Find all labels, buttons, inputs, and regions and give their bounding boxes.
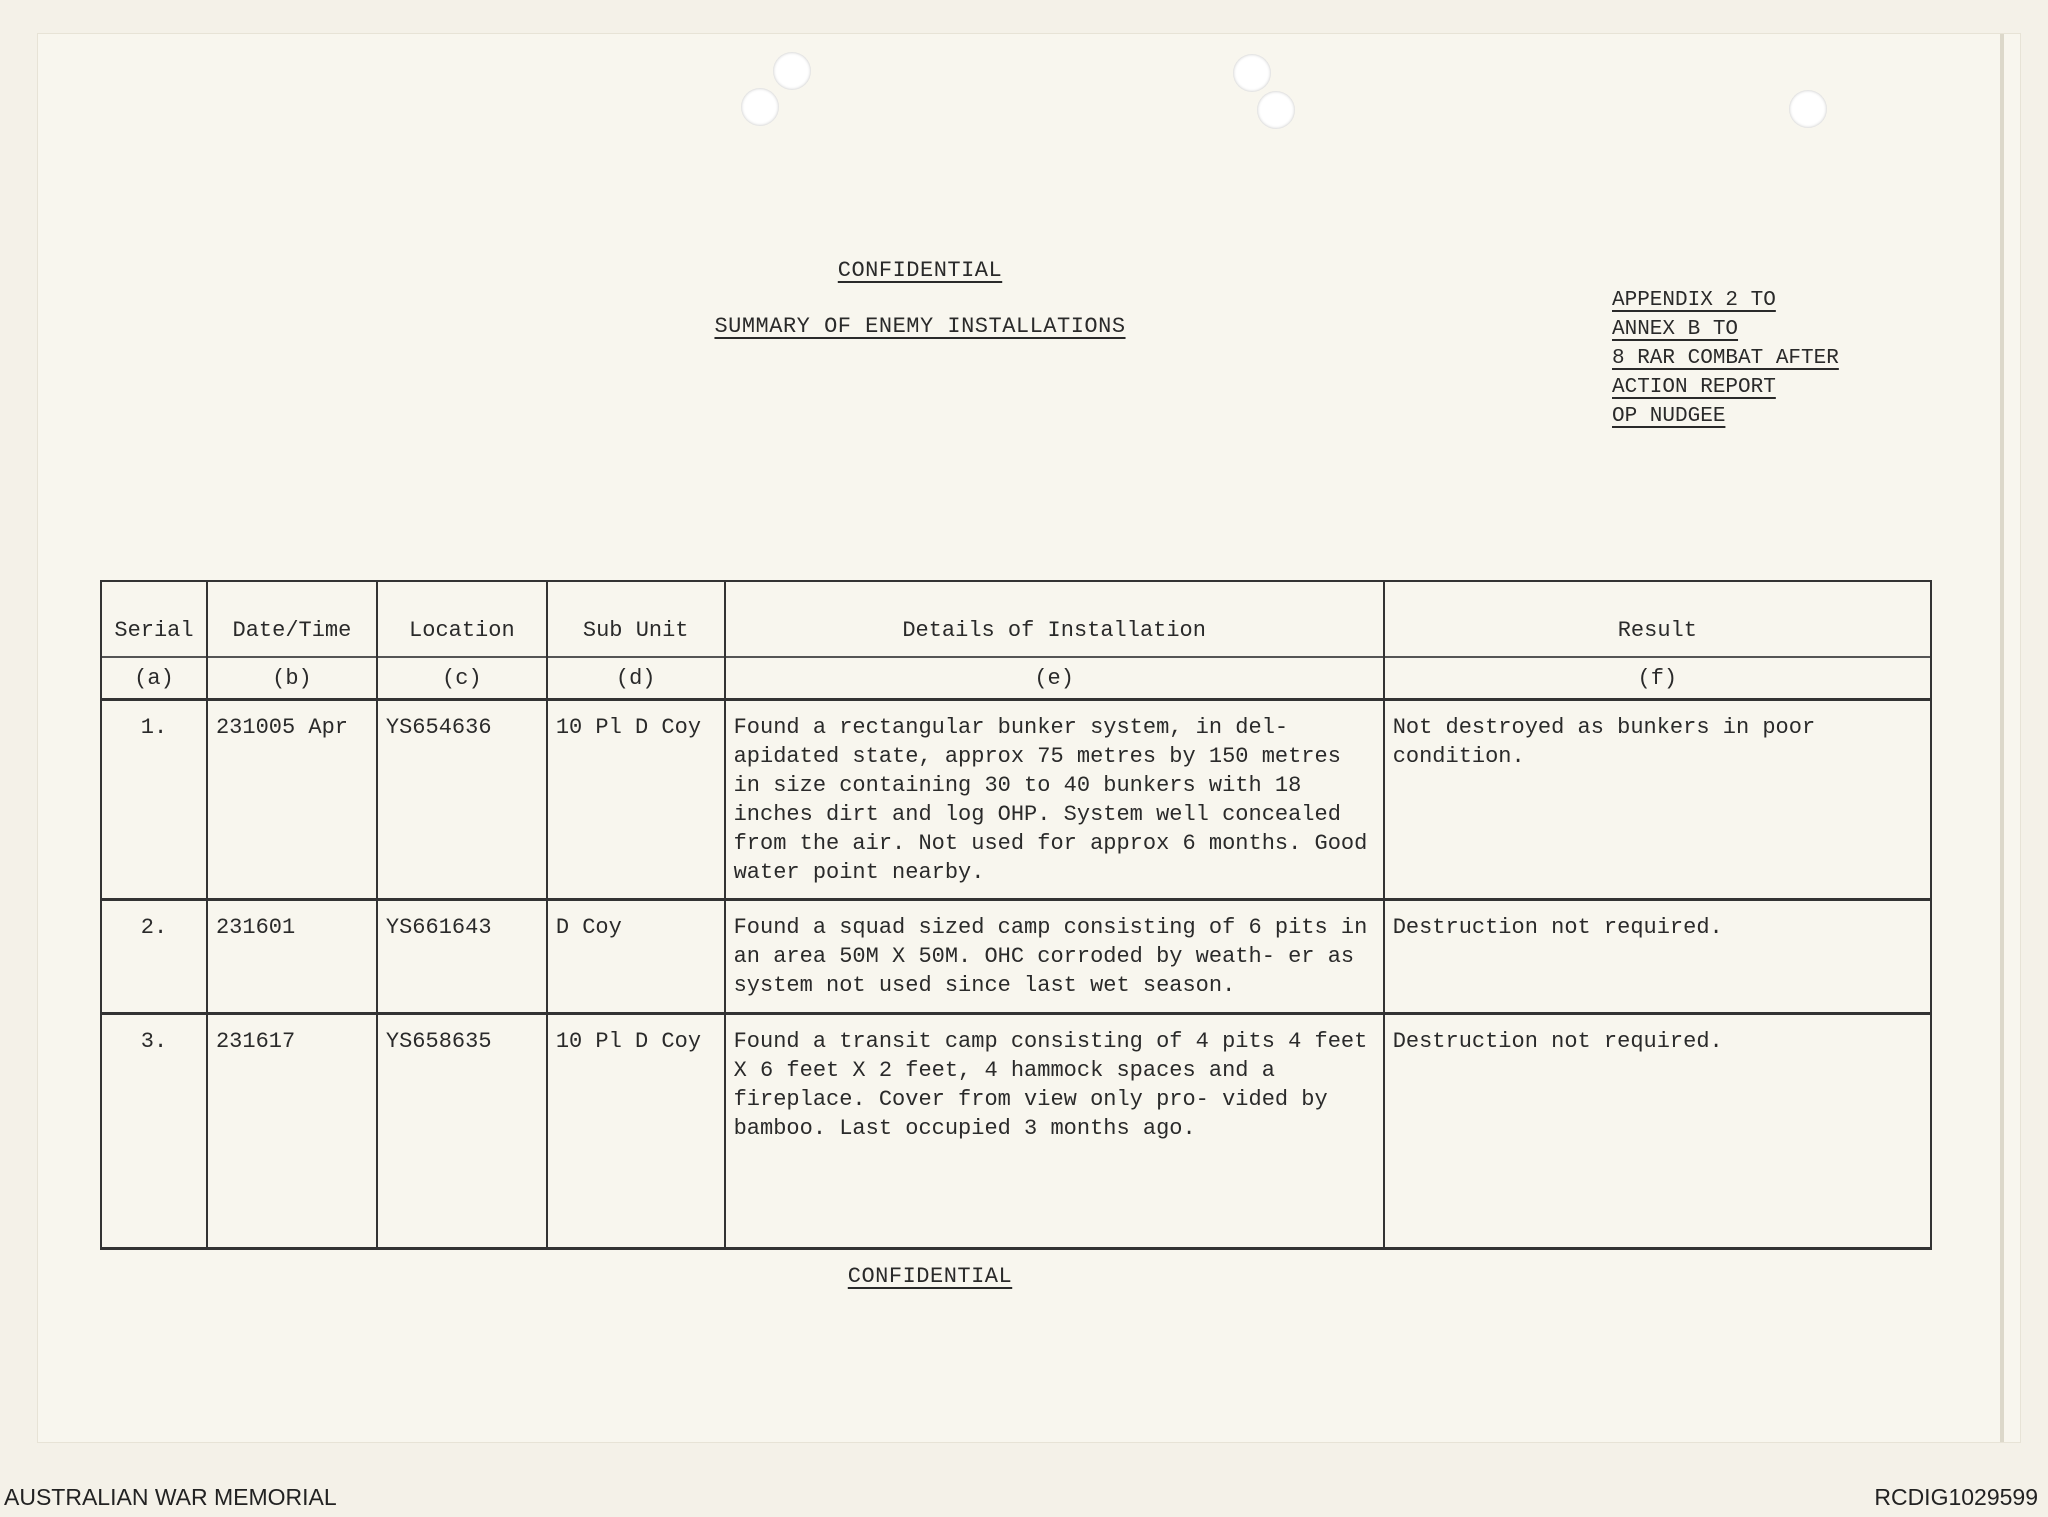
table-row [101, 900, 1931, 1014]
cell-details: Found a squad sized camp consisting of 6 pits in an area 50M X 50M. OHC corroded by weath- er as system not used since last wet season. [725, 900, 1384, 1014]
cell-datetime: 231601 [207, 900, 377, 1014]
classification-bottom: CONFIDENTIAL [847, 1264, 1013, 1289]
punch-hole-icon [1233, 54, 1271, 92]
cell-datetime: 231005 Apr [207, 700, 377, 900]
appendix-line: 8 RAR COMBAT AFTER [1612, 347, 1839, 370]
classification-top: CONFIDENTIAL [837, 258, 1003, 283]
appendix-line: ACTION REPORT [1612, 376, 1776, 399]
table-row [101, 1014, 1931, 1249]
archive-name: AUSTRALIAN WAR MEMORIAL [4, 1484, 337, 1510]
cell-details: Found a transit camp consisting of 4 pits 4 feet X 6 feet X 2 feet, 4 hammock spaces and a fireplace. Cover from view only pro- vided by bamboo. Last occupied 3 months ago. [725, 1014, 1384, 1249]
cell-location: YS658635 [377, 1014, 547, 1249]
punch-hole-icon [773, 52, 811, 90]
table-row [101, 700, 1931, 900]
cell-subunit: 10 Pl D Coy [547, 1014, 725, 1249]
sheet-edge [2000, 34, 2004, 1442]
cell-subunit: D Coy [547, 900, 725, 1014]
table-header-row [101, 581, 1931, 657]
cell-serial: 3. [101, 1014, 207, 1249]
punch-hole-icon [1257, 91, 1295, 129]
cell-location: YS654636 [377, 700, 547, 900]
archive-reference: RCDIG1029599 [1874, 1484, 2038, 1510]
appendix-reference [1612, 286, 1839, 431]
cell-details: Found a rectangular bunker system, in del- apidated state, approx 75 metres by 150 metres in size containing 30 to 40 bunkers with 18 inches dirt and log OHP. System well concealed from the air. Not used for approx 6 months. Good water point nearby. [725, 700, 1384, 900]
cell-subunit: 10 Pl D Coy [547, 700, 725, 900]
column-code: (f) [1384, 657, 1931, 700]
appendix-line: ANNEX B TO [1612, 318, 1739, 341]
cell-result: Destruction not required. [1384, 900, 1931, 1014]
appendix-line: OP NUDGEE [1612, 405, 1726, 428]
page-title: SUMMARY OF ENEMY INSTALLATIONS [714, 314, 1126, 339]
column-code: (c) [377, 657, 547, 700]
cell-location: YS661643 [377, 900, 547, 1014]
cell-serial: 1. [101, 700, 207, 900]
cell-serial: 2. [101, 900, 207, 1014]
column-header-location: Location [377, 581, 547, 657]
installations-table [100, 580, 1932, 1250]
cell-datetime: 231617 [207, 1014, 377, 1249]
column-code: (e) [725, 657, 1384, 700]
column-header-result: Result [1384, 581, 1931, 657]
cell-result: Not destroyed as bunkers in poor condition. [1384, 700, 1931, 900]
punch-hole-icon [741, 88, 779, 126]
appendix-line: APPENDIX 2 TO [1612, 289, 1776, 312]
column-header-serial: Serial [101, 581, 207, 657]
column-header-datetime: Date/Time [207, 581, 377, 657]
table-code-row [101, 657, 1931, 700]
column-code: (d) [547, 657, 725, 700]
column-code: (a) [101, 657, 207, 700]
column-header-subunit: Sub Unit [547, 581, 725, 657]
column-code: (b) [207, 657, 377, 700]
cell-result: Destruction not required. [1384, 1014, 1931, 1249]
punch-hole-icon [1789, 90, 1827, 128]
column-header-details: Details of Installation [725, 581, 1384, 657]
